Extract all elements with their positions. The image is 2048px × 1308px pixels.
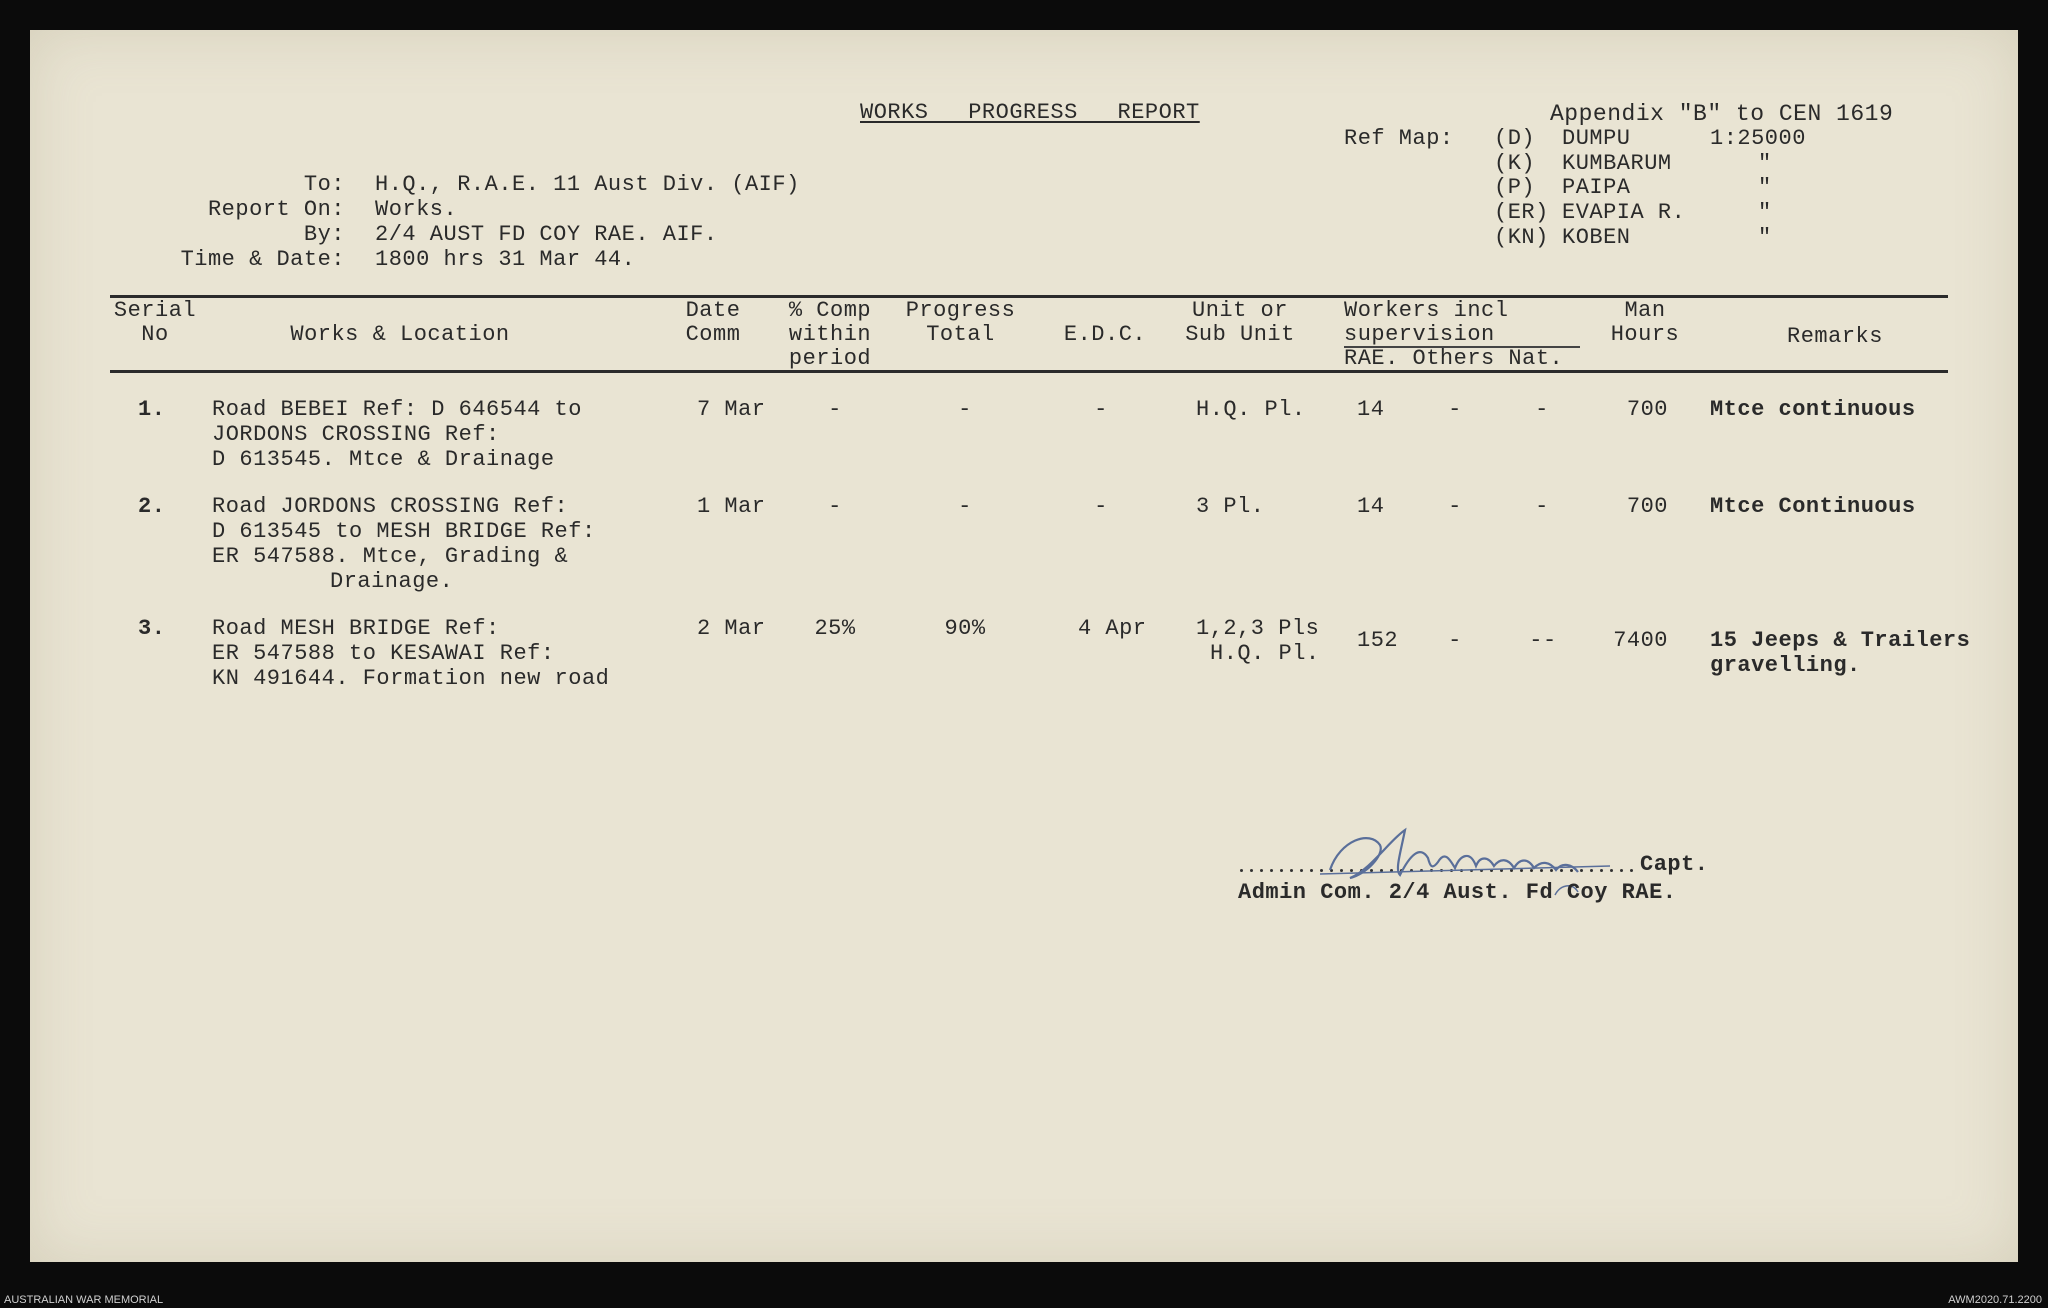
ref-map-name: PAIPA (1562, 175, 1631, 200)
row-others: - (1448, 628, 1462, 653)
row-works-line: D 613545 to MESH BRIDGE Ref: (212, 519, 596, 544)
col-pct-comp-2: within (788, 322, 872, 347)
signature-title: Admin Com. 2/4 Aust. Fd Coy RAE. (1238, 880, 1677, 905)
col-date: Date (685, 298, 741, 323)
row-rae: 14 (1357, 397, 1385, 422)
col-progress-2: Total (926, 322, 995, 347)
row-works-line: ER 547588 to KESAWAI Ref: (212, 641, 555, 666)
row-serial: 3. (138, 616, 166, 641)
row-nat: -- (1529, 628, 1557, 653)
signature-dot (1300, 869, 1303, 872)
col-remarks: Remarks (1787, 324, 1883, 349)
to-value: H.Q., R.A.E. 11 Aust Div. (AIF) (375, 172, 800, 197)
row-nat: - (1535, 494, 1549, 519)
row-works-line: KN 491644. Formation new road (212, 666, 610, 691)
row-serial: 2. (138, 494, 166, 519)
footer-accession-number: AWM2020.71.2200 (1948, 1294, 2042, 1306)
ref-map-scale: " (1758, 175, 1772, 200)
row-serial: 1. (138, 397, 166, 422)
row-pct: 25% (814, 616, 856, 641)
col-date-2: Comm (685, 322, 741, 347)
row-date: 2 Mar (697, 616, 766, 641)
ref-map-code: (K) (1494, 151, 1536, 176)
by-label: By: (303, 222, 345, 247)
row-man-hours: 7400 (1613, 628, 1668, 653)
row-unit: 1,2,3 Pls (1196, 616, 1320, 641)
col-workers-2: supervision (1344, 322, 1495, 347)
row-nat: - (1535, 397, 1549, 422)
ref-map-name: EVAPIA R. (1562, 200, 1686, 225)
col-progress: Progress (905, 298, 1016, 323)
row-pct: - (828, 397, 842, 422)
col-serial: Serial (113, 298, 197, 323)
col-edc: E.D.C. (1063, 322, 1147, 347)
signature-dot (1270, 869, 1273, 872)
row-works-line: ER 547588. Mtce, Grading & (212, 544, 569, 569)
ref-map-name: KOBEN (1562, 225, 1631, 250)
col-unit: Unit or (1192, 298, 1288, 323)
row-others: - (1448, 397, 1462, 422)
row-remarks: gravelling. (1710, 653, 1861, 678)
appendix-reference: Appendix "B" to CEN 1619 (1550, 101, 1894, 127)
row-rae: 14 (1357, 494, 1385, 519)
row-unit: H.Q. Pl. (1196, 397, 1306, 422)
ref-map-code: (ER) (1494, 200, 1549, 225)
ref-map-scale: " (1758, 225, 1772, 250)
ref-map-label: Ref Map: (1344, 126, 1454, 151)
time-date-label: Time & Date: (180, 247, 345, 272)
row-remarks: 15 Jeeps & Trailers (1710, 628, 1971, 653)
ref-map-scale: " (1758, 200, 1772, 225)
ref-map-scale: 1:25000 (1710, 126, 1806, 151)
ref-map-code: (D) (1494, 126, 1536, 151)
row-unit: 3 Pl. (1196, 494, 1265, 519)
row-works-line: Road MESH BRIDGE Ref: (212, 616, 500, 641)
by-value: 2/4 AUST FD COY RAE. AIF. (375, 222, 718, 247)
row-works-line: Drainage. (330, 569, 454, 594)
row-rae: 152 (1357, 628, 1399, 653)
time-date-value: 1800 hrs 31 Mar 44. (375, 247, 636, 272)
table-header-rule (110, 370, 1948, 373)
row-others: - (1448, 494, 1462, 519)
row-edc: - (1094, 494, 1108, 519)
row-man-hours: 700 (1626, 494, 1668, 519)
row-edc: 4 Apr (1078, 616, 1147, 641)
signature-dot (1250, 869, 1253, 872)
col-pct-comp-3: period (788, 346, 872, 371)
col-unit-2: Sub Unit (1185, 322, 1295, 347)
row-edc: - (1094, 397, 1108, 422)
row-unit: H.Q. Pl. (1210, 641, 1320, 666)
signature-dot (1240, 869, 1243, 872)
row-works-line: Road JORDONS CROSSING Ref: (212, 494, 569, 519)
row-works-line: D 613545. Mtce & Drainage (212, 447, 555, 472)
row-progress: 90% (944, 616, 986, 641)
row-date: 7 Mar (697, 397, 766, 422)
report-on-label: Report On: (207, 197, 345, 222)
signature-dot (1260, 869, 1263, 872)
row-date: 1 Mar (697, 494, 766, 519)
row-works-line: Road BEBEI Ref: D 646544 to (212, 397, 582, 422)
row-progress: - (958, 494, 972, 519)
report-title: WORKS PROGRESS REPORT (860, 100, 1200, 125)
to-label: To: (303, 172, 345, 197)
ref-map-scale: " (1758, 151, 1772, 176)
ref-map-code: (KN) (1494, 225, 1549, 250)
signature-dot (1280, 869, 1283, 872)
report-on-value: Works. (375, 197, 458, 222)
col-workers-3: RAE. Others Nat. (1344, 346, 1564, 371)
ref-map-name: DUMPU (1562, 126, 1631, 151)
ref-map-name: KUMBARUM (1562, 151, 1672, 176)
row-remarks: Mtce continuous (1710, 397, 1916, 422)
row-man-hours: 700 (1626, 397, 1668, 422)
signature-rank: Capt. (1640, 852, 1709, 877)
row-progress: - (958, 397, 972, 422)
col-works-location: Works & Location (290, 322, 510, 347)
signature-dot (1290, 869, 1293, 872)
ref-map-code: (P) (1494, 175, 1536, 200)
col-workers: Workers incl (1344, 298, 1509, 323)
row-works-line: JORDONS CROSSING Ref: (212, 422, 500, 447)
col-man-hours: Man (1624, 298, 1666, 323)
col-serial-2: No (141, 322, 169, 347)
footer-institution: AUSTRALIAN WAR MEMORIAL (4, 1294, 164, 1306)
col-man-hours-2: Hours (1610, 322, 1680, 347)
row-remarks: Mtce Continuous (1710, 494, 1916, 519)
row-pct: - (828, 494, 842, 519)
col-pct-comp: % Comp (788, 298, 872, 323)
